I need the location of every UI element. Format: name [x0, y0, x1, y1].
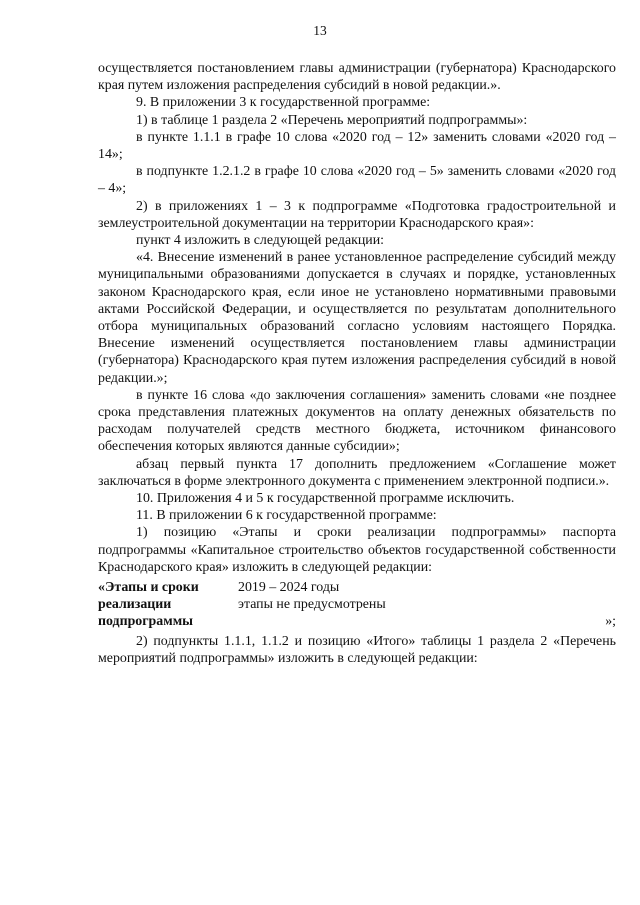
- stages-label: [98, 579, 228, 630]
- paragraph: 2) подпункты 1.1.1, 1.1.2 и позицию «Итого» таблицы 1 раздела 2 «Перечень мероприятий подпрограммы» изложить в следующей редакции:: [98, 634, 616, 667]
- page-number: 13: [313, 23, 327, 38]
- stages-label-line: подпрограммы: [98, 614, 193, 630]
- paragraph: в подпункте 1.2.1.2 в графе 10 слова «2020 год – 5» заменить словами «2020 год – 4»;: [98, 164, 616, 197]
- paragraph: абзац первый пункта 17 дополнить предложением «Соглашение может заключаться в форме электронного документа с применением электронной подписи.».: [98, 456, 616, 489]
- stages-closing-quote: »;: [605, 614, 616, 630]
- paragraph: 10. Приложения 4 и 5 к государственной программе исключить.: [136, 491, 515, 507]
- paragraph: в пункте 16 слова «до заключения соглашения» заменить словами «не позднее срока представления платежных документов на оплату денежных обязательств по расходам получателей средств местного бюджета, источником финансового обеспечения которых являются данные субсидии»;: [98, 387, 616, 455]
- paragraph: пункт 4 изложить в следующей редакции:: [136, 233, 385, 249]
- paragraph: 11. В приложении 6 к государственной программе:: [136, 508, 437, 524]
- paragraph: осуществляется постановлением главы администрации (губернатора) Краснодарского края путем изложения распределения субсидий в новой редакции.».: [98, 61, 616, 94]
- paragraph: в пункте 1.1.1 в графе 10 слова «2020 год – 12» заменить словами «2020 год – 14»;: [98, 129, 616, 163]
- stages-value: [238, 579, 386, 613]
- document-body: [98, 60, 616, 668]
- stages-label-line: «Этапы и сроки: [98, 580, 199, 596]
- stages-block: [98, 579, 616, 629]
- paragraph: 1) в таблице 1 раздела 2 «Перечень мероприятий подпрограммы»:: [136, 112, 528, 128]
- stages-value-line: 2019 – 2024 годы: [238, 580, 340, 596]
- paragraph: 1) позицию «Этапы и сроки реализации подпрограммы» паспорта подпрограммы «Капитальное строительство объектов государственной собственности Краснодарского края» изложить в следующей редакции:: [98, 525, 616, 575]
- stages-label-line: реализации: [98, 597, 172, 613]
- stages-value-line: этапы не предусмотрены: [238, 597, 386, 613]
- paragraph: 9. В приложении 3 к государственной программе:: [136, 95, 431, 111]
- paragraph: 2) в приложениях 1 – 3 к подпрограмме «Подготовка градостроительной и землеустроительной документации на территории Краснодарского края»:: [98, 198, 616, 231]
- paragraph: «4. Внесение изменений в ранее установленное распределение субсидий между муниципальными образованиями допускается в случаях и порядке, установленных законом Краснодарского края, если иное не установлено нормативными правовыми актами Российской Федерации, и осуществляется по результатам дополнительного отбора муниципальных образований согласно условиям настоящего Порядка. Внесение изменений осуществляется постановлением главы администрации (губернатора) Краснодарского края путем изложения распределения субсидий в новой редакции.»;: [98, 250, 616, 386]
